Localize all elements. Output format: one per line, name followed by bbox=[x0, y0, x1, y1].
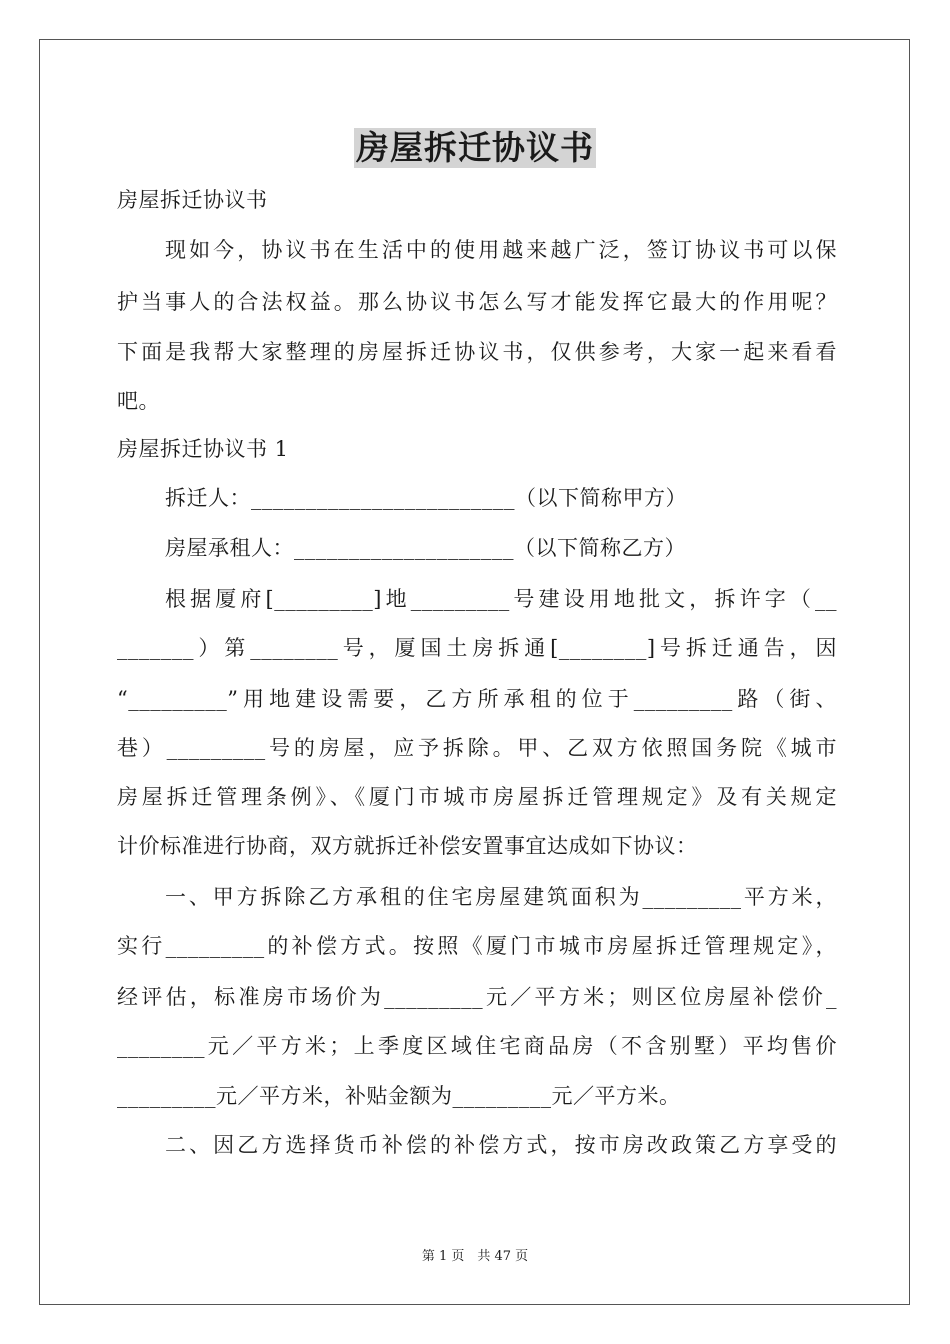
party-a-line: 拆迁人：________________________（以下简称甲方） bbox=[165, 486, 687, 510]
paragraph-line: “_________”用地建设需要，乙方所承租的位于_________路（街、 bbox=[117, 687, 837, 711]
paragraph-line: _________元／平方米，补贴金额为_________元／平方米。 bbox=[117, 1084, 681, 1108]
clause-two-line: 二、因乙方选择货币补偿的补偿方式，按市房改政策乙方享受的 bbox=[165, 1133, 837, 1157]
paragraph-line: 实行_________的补偿方式。按照《厦门市城市房屋拆迁管理规定》， bbox=[117, 934, 837, 958]
page-number-footer: 第 1 页 共 47 页 bbox=[421, 1249, 529, 1264]
party-b-line: 房屋承租人：____________________（以下简称乙方） bbox=[165, 536, 686, 560]
paragraph-line: 巷）_________号的房屋，应予拆除。甲、乙双方依照国务院《城市 bbox=[117, 736, 837, 760]
paragraph-line: 吧。 bbox=[117, 389, 160, 413]
document-title: 房屋拆迁协议书 bbox=[356, 128, 594, 167]
paragraph-line: 经评估，标准房市场价为_________元／平方米；则区位房屋补偿价_ bbox=[117, 985, 837, 1009]
title-container bbox=[0, 128, 950, 168]
section-heading: 房屋拆迁协议书 1 bbox=[117, 437, 289, 461]
paragraph-line: 下面是我帮大家整理的房屋拆迁协议书，仅供参考，大家一起来看看 bbox=[117, 340, 837, 364]
clause-one-line: 一、甲方拆除乙方承租的住宅房屋建筑面积为_________平方米， bbox=[165, 885, 837, 909]
paragraph-line: 计价标准进行协商，双方就拆迁补偿安置事宜达成如下协议： bbox=[117, 834, 698, 858]
page-border bbox=[39, 39, 910, 1305]
paragraph-line: 现如今，协议书在生活中的使用越来越广泛，签订协议书可以保 bbox=[165, 238, 837, 262]
paragraph-line: ________元／平方米；上季度区域住宅商品房（不含别墅）平均售价 bbox=[117, 1034, 837, 1058]
paragraph-line: 护当事人的合法权益。那么协议书怎么写才能发挥它最大的作用呢？ bbox=[117, 290, 837, 314]
paragraph-line: _______）第________号，厦国土房拆通[________]号拆迁通告，因 bbox=[117, 636, 837, 660]
paragraph-line: 根据厦府[_________]地_________号建设用地批文，拆许字（__ bbox=[165, 587, 837, 611]
subtitle-line: 房屋拆迁协议书 bbox=[117, 188, 268, 212]
paragraph-line: 房屋拆迁管理条例》、《厦门市城市房屋拆迁管理规定》及有关规定 bbox=[117, 785, 837, 809]
